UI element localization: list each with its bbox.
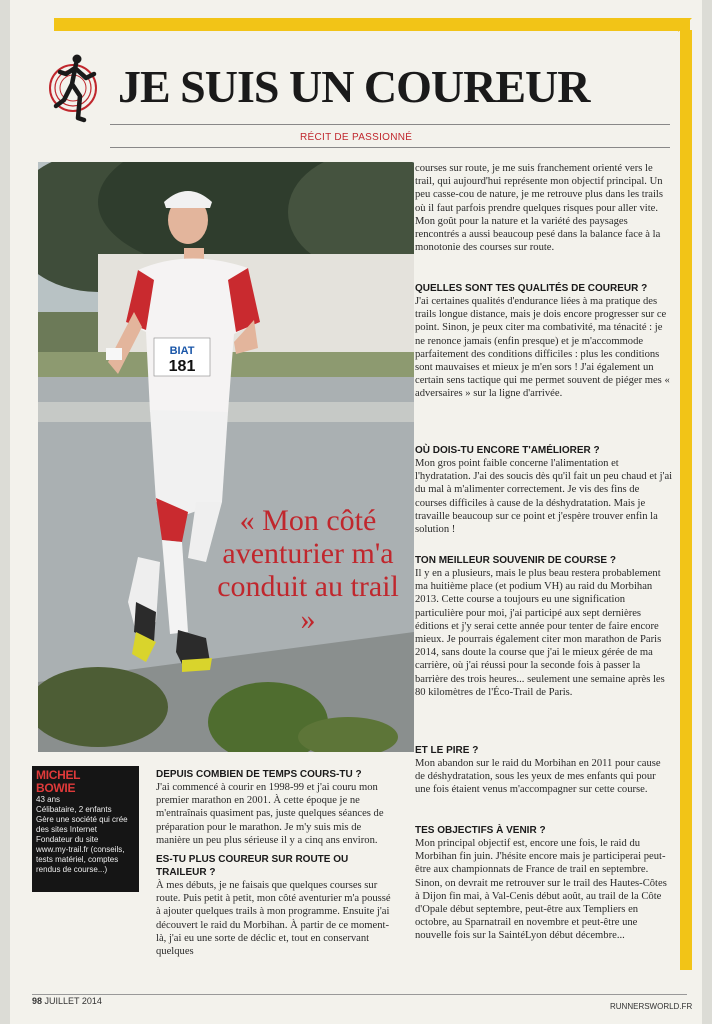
answer-text: Mon principal objectif est, encore une fois, le raid du Morbihan fin juin. J'hésite encore mais je participerai peut-être aux championnats de France de trail en septembre. Sinon, on devrait me retrouver sur le trail des Hautes-Côtes à Dijon fin mai, à Val-Cenis début août, au trail de la Côte d'Opale début septembre, peut-être aux Templiers en octobre, au Sparnatrail en novembre et peut-être une nouvelle fois sur la SaintéLyon début décembre... [415,838,667,942]
pull-quote: « Mon côté aventurier m'a conduit au trail » [217,504,399,636]
answer-text: Il y en a plusieurs, mais le plus beau restera probablement ma huitième place (et podium VH) au raid du Morbihan 2013. Cette course a toujours eu une signification particulière pour moi, j'ai participé aux sept dernières éditions et j'y serai cette année pour tenter de faire encore mieux. Je pourrais également citer mon marathon de Paris 2014, sans doute la course que j'ai le mieux gérée de ma carrière, où j'ai réussi pour la seconde fois à passer la barrière des trois heures... seulement une semaine après les 80 kilomètres de l'Éco-Trail de Paris. [415,568,665,698]
question-heading: ES-TU PLUS COUREUR SUR ROUTE OU TRAILEUR ? [156,854,349,879]
footer-site: RUNNERSWORLD.FR [610,1002,693,1011]
footer-rule [32,994,687,995]
answer-text: À mes débuts, je ne faisais que quelques courses sur route. Puis petit à petit, mon côté aventurier m'a poussé à ajouter quelques trails à mon programme. Ensuite j'ai découvert le raid du Morbihan. À partir de ce moment-là, j'ai eu une sorte de déclic et, tout en conservant quelques [156,880,391,958]
bio-line: 43 ans [36,795,61,804]
question-heading: ET LE PIRE ? [415,745,479,756]
bio-line: Célibataire, 2 enfants [36,805,112,814]
bio-name-last: BOWIE [36,781,76,795]
qa-block [415,824,673,943]
qa-block [415,554,673,699]
page-number: 98 [32,996,43,1006]
footer-folio [32,996,102,1006]
question-heading: TES OBJECTIFS À VENIR ? [415,825,546,836]
intro-block [415,162,673,254]
question-heading: DEPUIS COMBIEN DE TEMPS COURS-TU ? [156,769,362,780]
left-text-column [156,768,394,958]
bio-line: rendus de course...) [36,865,108,874]
qa-block [415,282,673,401]
qa-block [415,444,673,536]
runner-logo-icon [46,50,108,130]
bio-line: tests matériel, comptes [36,855,119,864]
magazine-page [10,0,702,1024]
yellow-frame-right [680,30,692,970]
answer-text: Mon gros point faible concerne l'alimentation et l'hydratation. J'ai des soucis dès qu'il fait un peu chaud et j'ai du mal à m'alimenter correctement. Je vis des fins de courses difficiles à cause de la déshydratation. Mais je travaille beaucoup sur ce point et j'espère trouver enfin la solution ! [415,458,673,536]
question-heading: OÙ DOIS-TU ENCORE T'AMÉLIORER ? [415,445,600,456]
bio-line: des sites Internet [36,825,97,834]
question-heading: QUELLES SONT TES QUALITÉS DE COUREUR ? [415,283,648,294]
yellow-frame-top [54,18,690,31]
question-heading: TON MEILLEUR SOUVENIR DE COURSE ? [415,555,616,566]
answer-text: courses sur route, je me suis franchement orienté vers le trail, qui aujourd'hui représente mon objectif principal. Un peu casse-cou de nature, je me retrouve plus dans les trails où il faut parfois prendre quelques risques pour aller vite. Mon goût pour la nature et la variété des paysages rencontrés a aussi beaucoup pesé dans la balance face à la monotonie des courses sur route. [415,163,663,254]
runner-photo [38,162,414,752]
qa-block [415,744,673,797]
bio-line: www.my-trail.fr (conseils, [36,845,125,854]
page-title: JE SUIS UN COUREUR [118,61,590,112]
bio-name-first: MICHEL [36,768,81,782]
answer-text: J'ai commencé à courir en 1998-99 et j'ai couru mon premier marathon en 2001. À cette époque je ne m'entraînais quasiment pas, juste quelques séances de préparation pour le marathon. Je m'y suis mis de manière un peu plus sérieuse il y a cinq ans environ. [156,782,384,846]
answer-text: J'ai certaines qualités d'endurance liées à ma pratique des trails longue distance, mais je dois encore progresser sur ce point. Sinon, je peux citer ma combativité, ma ténacité : je ne renonce jamais (enfin presque) et je m'accommode parfaitement des conditions difficiles : plus les conditions sont mauvaises et mieux je m'en sors ! J'ai également un certain sens tactique qui me permet souvent de piéger mes « adversaires » sur la ligne d'arrivée. [415,296,670,400]
bio-box [32,766,139,892]
title-rule [110,124,670,125]
bib-brand: BIAT [169,345,195,357]
kicker-rule [110,147,670,148]
runner-photo-illustration [38,162,414,752]
kicker: RÉCIT DE PASSIONNÉ [300,132,413,143]
answer-text: Mon abandon sur le raid du Morbihan en 2011 pour cause de déshydratation, sous les yeux de mes enfants qui pour une fois étaient venus m'accompagner sur cette course. [415,758,661,796]
bio-line: Fondateur du site [36,835,99,844]
issue-date: JUILLET 2014 [44,996,102,1006]
bio-line: Gère une société qui crée [36,815,128,824]
bib-number: 181 [168,358,196,375]
